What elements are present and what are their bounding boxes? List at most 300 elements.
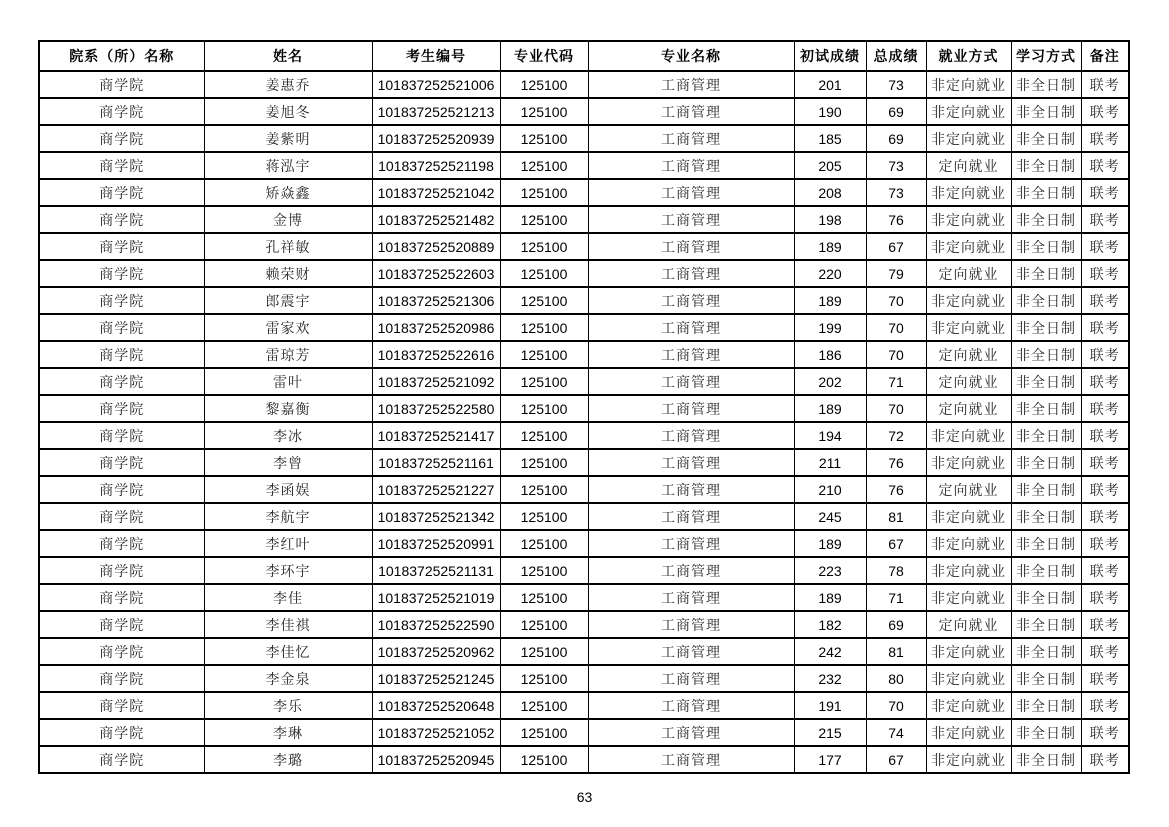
cell-major-code: 125100 [500, 71, 588, 98]
cell-remarks: 联考 [1081, 665, 1129, 692]
cell-total-score: 69 [866, 98, 926, 125]
cell-candidate-number: 101837252521006 [372, 71, 500, 98]
cell-remarks: 联考 [1081, 341, 1129, 368]
column-header-department-name: 院系（所）名称 [39, 41, 204, 71]
cell-major-code: 125100 [500, 98, 588, 125]
cell-employment-type: 定向就业 [926, 260, 1011, 287]
cell-remarks: 联考 [1081, 206, 1129, 233]
cell-employment-type: 非定向就业 [926, 314, 1011, 341]
cell-student-name: 孔祥敏 [204, 233, 372, 260]
cell-major-name: 工商管理 [588, 98, 794, 125]
cell-remarks: 联考 [1081, 692, 1129, 719]
cell-major-name: 工商管理 [588, 422, 794, 449]
cell-student-name: 矫焱鑫 [204, 179, 372, 206]
cell-total-score: 72 [866, 422, 926, 449]
cell-study-mode: 非全日制 [1011, 314, 1081, 341]
table-row [39, 530, 1129, 557]
cell-candidate-number: 101837252522603 [372, 260, 500, 287]
cell-student-name: 李乐 [204, 692, 372, 719]
cell-major-code: 125100 [500, 584, 588, 611]
table-row [39, 746, 1129, 773]
cell-major-name: 工商管理 [588, 638, 794, 665]
cell-employment-type: 非定向就业 [926, 287, 1011, 314]
cell-remarks: 联考 [1081, 125, 1129, 152]
table-row [39, 341, 1129, 368]
cell-major-name: 工商管理 [588, 341, 794, 368]
cell-remarks: 联考 [1081, 422, 1129, 449]
cell-student-name: 姜惠乔 [204, 71, 372, 98]
cell-total-score: 73 [866, 152, 926, 179]
table-row [39, 611, 1129, 638]
cell-study-mode: 非全日制 [1011, 584, 1081, 611]
cell-student-name: 李红叶 [204, 530, 372, 557]
cell-department-name: 商学院 [39, 449, 204, 476]
column-header-major-code: 专业代码 [500, 41, 588, 71]
cell-major-name: 工商管理 [588, 584, 794, 611]
cell-student-name: 蒋泓宇 [204, 152, 372, 179]
cell-candidate-number: 101837252521131 [372, 557, 500, 584]
cell-major-name: 工商管理 [588, 611, 794, 638]
cell-major-name: 工商管理 [588, 125, 794, 152]
cell-candidate-number: 101837252521019 [372, 584, 500, 611]
cell-major-code: 125100 [500, 449, 588, 476]
cell-total-score: 81 [866, 638, 926, 665]
cell-candidate-number: 101837252520648 [372, 692, 500, 719]
cell-total-score: 69 [866, 125, 926, 152]
table-row [39, 233, 1129, 260]
cell-major-code: 125100 [500, 341, 588, 368]
cell-major-code: 125100 [500, 422, 588, 449]
cell-initial-exam-score: 201 [794, 71, 866, 98]
page-number: 63 [576, 789, 593, 805]
cell-department-name: 商学院 [39, 287, 204, 314]
cell-initial-exam-score: 185 [794, 125, 866, 152]
cell-department-name: 商学院 [39, 476, 204, 503]
cell-student-name: 李佳忆 [204, 638, 372, 665]
cell-initial-exam-score: 189 [794, 233, 866, 260]
cell-student-name: 姜旭冬 [204, 98, 372, 125]
table-row [39, 314, 1129, 341]
cell-employment-type: 非定向就业 [926, 530, 1011, 557]
cell-candidate-number: 101837252521213 [372, 98, 500, 125]
cell-student-name: 黎嘉衡 [204, 395, 372, 422]
cell-department-name: 商学院 [39, 395, 204, 422]
cell-major-code: 125100 [500, 233, 588, 260]
cell-total-score: 76 [866, 206, 926, 233]
table-row [39, 98, 1129, 125]
cell-major-name: 工商管理 [588, 665, 794, 692]
cell-candidate-number: 101837252521052 [372, 719, 500, 746]
cell-department-name: 商学院 [39, 638, 204, 665]
cell-department-name: 商学院 [39, 530, 204, 557]
cell-remarks: 联考 [1081, 530, 1129, 557]
cell-candidate-number: 101837252520939 [372, 125, 500, 152]
admission-results-table [38, 40, 1130, 774]
cell-major-code: 125100 [500, 476, 588, 503]
cell-student-name: 李佳 [204, 584, 372, 611]
cell-study-mode: 非全日制 [1011, 125, 1081, 152]
cell-department-name: 商学院 [39, 557, 204, 584]
cell-department-name: 商学院 [39, 206, 204, 233]
table-row [39, 125, 1129, 152]
cell-department-name: 商学院 [39, 233, 204, 260]
cell-student-name: 李冰 [204, 422, 372, 449]
table-row [39, 449, 1129, 476]
cell-major-name: 工商管理 [588, 719, 794, 746]
cell-study-mode: 非全日制 [1011, 692, 1081, 719]
cell-candidate-number: 101837252521161 [372, 449, 500, 476]
cell-major-code: 125100 [500, 746, 588, 773]
cell-study-mode: 非全日制 [1011, 476, 1081, 503]
cell-study-mode: 非全日制 [1011, 395, 1081, 422]
column-header-candidate-number: 考生编号 [372, 41, 500, 71]
table-row [39, 692, 1129, 719]
cell-remarks: 联考 [1081, 746, 1129, 773]
cell-department-name: 商学院 [39, 746, 204, 773]
cell-study-mode: 非全日制 [1011, 260, 1081, 287]
table-row [39, 422, 1129, 449]
cell-initial-exam-score: 215 [794, 719, 866, 746]
cell-employment-type: 定向就业 [926, 395, 1011, 422]
cell-major-name: 工商管理 [588, 206, 794, 233]
cell-student-name: 李金泉 [204, 665, 372, 692]
cell-student-name: 金博 [204, 206, 372, 233]
cell-total-score: 73 [866, 71, 926, 98]
cell-candidate-number: 101837252522590 [372, 611, 500, 638]
cell-initial-exam-score: 189 [794, 287, 866, 314]
cell-major-name: 工商管理 [588, 152, 794, 179]
cell-major-code: 125100 [500, 287, 588, 314]
cell-employment-type: 非定向就业 [926, 449, 1011, 476]
cell-remarks: 联考 [1081, 557, 1129, 584]
cell-major-code: 125100 [500, 503, 588, 530]
cell-initial-exam-score: 232 [794, 665, 866, 692]
cell-major-code: 125100 [500, 260, 588, 287]
cell-total-score: 70 [866, 314, 926, 341]
cell-initial-exam-score: 189 [794, 395, 866, 422]
column-header-study-mode: 学习方式 [1011, 41, 1081, 71]
cell-department-name: 商学院 [39, 584, 204, 611]
cell-major-code: 125100 [500, 395, 588, 422]
cell-study-mode: 非全日制 [1011, 422, 1081, 449]
table-row [39, 260, 1129, 287]
cell-remarks: 联考 [1081, 476, 1129, 503]
cell-initial-exam-score: 210 [794, 476, 866, 503]
cell-study-mode: 非全日制 [1011, 206, 1081, 233]
cell-employment-type: 定向就业 [926, 476, 1011, 503]
cell-remarks: 联考 [1081, 287, 1129, 314]
cell-department-name: 商学院 [39, 125, 204, 152]
cell-candidate-number: 101837252522580 [372, 395, 500, 422]
cell-initial-exam-score: 194 [794, 422, 866, 449]
cell-major-name: 工商管理 [588, 476, 794, 503]
cell-initial-exam-score: 223 [794, 557, 866, 584]
column-header-employment-type: 就业方式 [926, 41, 1011, 71]
cell-study-mode: 非全日制 [1011, 611, 1081, 638]
cell-candidate-number: 101837252521042 [372, 179, 500, 206]
cell-employment-type: 非定向就业 [926, 584, 1011, 611]
cell-remarks: 联考 [1081, 98, 1129, 125]
cell-candidate-number: 101837252520991 [372, 530, 500, 557]
cell-total-score: 67 [866, 530, 926, 557]
cell-major-name: 工商管理 [588, 746, 794, 773]
cell-initial-exam-score: 190 [794, 98, 866, 125]
cell-remarks: 联考 [1081, 503, 1129, 530]
cell-initial-exam-score: 245 [794, 503, 866, 530]
cell-initial-exam-score: 199 [794, 314, 866, 341]
cell-major-code: 125100 [500, 125, 588, 152]
cell-initial-exam-score: 177 [794, 746, 866, 773]
cell-department-name: 商学院 [39, 98, 204, 125]
cell-department-name: 商学院 [39, 719, 204, 746]
cell-major-name: 工商管理 [588, 71, 794, 98]
cell-initial-exam-score: 189 [794, 584, 866, 611]
cell-major-name: 工商管理 [588, 557, 794, 584]
cell-total-score: 70 [866, 287, 926, 314]
table-row [39, 557, 1129, 584]
cell-total-score: 70 [866, 692, 926, 719]
column-header-remarks: 备注 [1081, 41, 1129, 71]
table-row [39, 368, 1129, 395]
cell-major-name: 工商管理 [588, 287, 794, 314]
cell-initial-exam-score: 202 [794, 368, 866, 395]
table-row [39, 503, 1129, 530]
cell-department-name: 商学院 [39, 314, 204, 341]
table-row [39, 179, 1129, 206]
table-row [39, 206, 1129, 233]
cell-total-score: 71 [866, 368, 926, 395]
cell-major-name: 工商管理 [588, 692, 794, 719]
cell-employment-type: 非定向就业 [926, 692, 1011, 719]
table-row [39, 476, 1129, 503]
column-header-student-name: 姓名 [204, 41, 372, 71]
cell-remarks: 联考 [1081, 314, 1129, 341]
cell-initial-exam-score: 208 [794, 179, 866, 206]
cell-total-score: 67 [866, 233, 926, 260]
cell-major-code: 125100 [500, 530, 588, 557]
cell-student-name: 姜紫明 [204, 125, 372, 152]
cell-student-name: 雷琼芳 [204, 341, 372, 368]
cell-candidate-number: 101837252521482 [372, 206, 500, 233]
cell-total-score: 78 [866, 557, 926, 584]
cell-study-mode: 非全日制 [1011, 638, 1081, 665]
cell-department-name: 商学院 [39, 665, 204, 692]
cell-department-name: 商学院 [39, 368, 204, 395]
cell-study-mode: 非全日制 [1011, 503, 1081, 530]
cell-major-name: 工商管理 [588, 449, 794, 476]
cell-major-code: 125100 [500, 665, 588, 692]
cell-study-mode: 非全日制 [1011, 71, 1081, 98]
column-header-major-name: 专业名称 [588, 41, 794, 71]
cell-candidate-number: 101837252520945 [372, 746, 500, 773]
cell-employment-type: 定向就业 [926, 611, 1011, 638]
table-row [39, 71, 1129, 98]
table-row [39, 665, 1129, 692]
cell-total-score: 70 [866, 395, 926, 422]
cell-remarks: 联考 [1081, 395, 1129, 422]
cell-initial-exam-score: 211 [794, 449, 866, 476]
cell-student-name: 李函娱 [204, 476, 372, 503]
cell-initial-exam-score: 220 [794, 260, 866, 287]
cell-major-name: 工商管理 [588, 503, 794, 530]
table-row [39, 395, 1129, 422]
cell-candidate-number: 101837252521342 [372, 503, 500, 530]
cell-department-name: 商学院 [39, 152, 204, 179]
cell-candidate-number: 101837252520889 [372, 233, 500, 260]
cell-department-name: 商学院 [39, 422, 204, 449]
cell-candidate-number: 101837252522616 [372, 341, 500, 368]
cell-student-name: 郎震宇 [204, 287, 372, 314]
table-row [39, 584, 1129, 611]
cell-study-mode: 非全日制 [1011, 98, 1081, 125]
cell-department-name: 商学院 [39, 260, 204, 287]
cell-department-name: 商学院 [39, 71, 204, 98]
cell-total-score: 80 [866, 665, 926, 692]
cell-major-name: 工商管理 [588, 260, 794, 287]
cell-remarks: 联考 [1081, 611, 1129, 638]
cell-employment-type: 非定向就业 [926, 125, 1011, 152]
cell-total-score: 67 [866, 746, 926, 773]
cell-total-score: 79 [866, 260, 926, 287]
cell-major-name: 工商管理 [588, 233, 794, 260]
table-body [39, 71, 1129, 773]
cell-employment-type: 非定向就业 [926, 179, 1011, 206]
cell-major-code: 125100 [500, 719, 588, 746]
cell-employment-type: 非定向就业 [926, 665, 1011, 692]
cell-major-name: 工商管理 [588, 395, 794, 422]
cell-total-score: 71 [866, 584, 926, 611]
cell-initial-exam-score: 189 [794, 530, 866, 557]
cell-major-code: 125100 [500, 314, 588, 341]
cell-initial-exam-score: 205 [794, 152, 866, 179]
cell-employment-type: 非定向就业 [926, 719, 1011, 746]
cell-candidate-number: 101837252520962 [372, 638, 500, 665]
table-row [39, 638, 1129, 665]
cell-student-name: 赖荣财 [204, 260, 372, 287]
cell-initial-exam-score: 198 [794, 206, 866, 233]
cell-department-name: 商学院 [39, 341, 204, 368]
cell-remarks: 联考 [1081, 584, 1129, 611]
cell-employment-type: 非定向就业 [926, 746, 1011, 773]
cell-major-code: 125100 [500, 206, 588, 233]
cell-remarks: 联考 [1081, 368, 1129, 395]
cell-major-code: 125100 [500, 179, 588, 206]
cell-employment-type: 非定向就业 [926, 557, 1011, 584]
cell-study-mode: 非全日制 [1011, 287, 1081, 314]
cell-candidate-number: 101837252521227 [372, 476, 500, 503]
cell-study-mode: 非全日制 [1011, 746, 1081, 773]
cell-study-mode: 非全日制 [1011, 179, 1081, 206]
cell-total-score: 81 [866, 503, 926, 530]
cell-total-score: 76 [866, 449, 926, 476]
cell-employment-type: 定向就业 [926, 152, 1011, 179]
cell-employment-type: 非定向就业 [926, 233, 1011, 260]
table-row [39, 719, 1129, 746]
cell-remarks: 联考 [1081, 260, 1129, 287]
cell-initial-exam-score: 186 [794, 341, 866, 368]
cell-student-name: 李环宇 [204, 557, 372, 584]
cell-total-score: 73 [866, 179, 926, 206]
cell-major-code: 125100 [500, 557, 588, 584]
cell-student-name: 李佳祺 [204, 611, 372, 638]
cell-study-mode: 非全日制 [1011, 449, 1081, 476]
cell-employment-type: 定向就业 [926, 368, 1011, 395]
cell-department-name: 商学院 [39, 179, 204, 206]
cell-student-name: 李琳 [204, 719, 372, 746]
cell-total-score: 76 [866, 476, 926, 503]
cell-candidate-number: 101837252521306 [372, 287, 500, 314]
cell-department-name: 商学院 [39, 503, 204, 530]
cell-initial-exam-score: 242 [794, 638, 866, 665]
cell-employment-type: 非定向就业 [926, 71, 1011, 98]
cell-study-mode: 非全日制 [1011, 557, 1081, 584]
cell-student-name: 雷叶 [204, 368, 372, 395]
cell-study-mode: 非全日制 [1011, 719, 1081, 746]
cell-initial-exam-score: 191 [794, 692, 866, 719]
cell-candidate-number: 101837252521417 [372, 422, 500, 449]
cell-major-code: 125100 [500, 611, 588, 638]
cell-remarks: 联考 [1081, 719, 1129, 746]
cell-total-score: 69 [866, 611, 926, 638]
cell-employment-type: 非定向就业 [926, 98, 1011, 125]
cell-major-name: 工商管理 [588, 314, 794, 341]
cell-study-mode: 非全日制 [1011, 233, 1081, 260]
cell-study-mode: 非全日制 [1011, 368, 1081, 395]
cell-study-mode: 非全日制 [1011, 341, 1081, 368]
table-row [39, 152, 1129, 179]
cell-major-name: 工商管理 [588, 530, 794, 557]
column-header-initial-exam-score: 初试成绩 [794, 41, 866, 71]
cell-remarks: 联考 [1081, 638, 1129, 665]
cell-student-name: 李曾 [204, 449, 372, 476]
cell-student-name: 李航宇 [204, 503, 372, 530]
cell-student-name: 李璐 [204, 746, 372, 773]
cell-major-code: 125100 [500, 368, 588, 395]
cell-employment-type: 非定向就业 [926, 503, 1011, 530]
cell-student-name: 雷家欢 [204, 314, 372, 341]
cell-employment-type: 非定向就业 [926, 206, 1011, 233]
cell-employment-type: 非定向就业 [926, 422, 1011, 449]
table-row [39, 287, 1129, 314]
cell-study-mode: 非全日制 [1011, 152, 1081, 179]
cell-initial-exam-score: 182 [794, 611, 866, 638]
cell-candidate-number: 101837252520986 [372, 314, 500, 341]
cell-remarks: 联考 [1081, 71, 1129, 98]
column-header-total-score: 总成绩 [866, 41, 926, 71]
cell-remarks: 联考 [1081, 179, 1129, 206]
cell-candidate-number: 101837252521245 [372, 665, 500, 692]
cell-study-mode: 非全日制 [1011, 665, 1081, 692]
cell-major-code: 125100 [500, 152, 588, 179]
cell-remarks: 联考 [1081, 233, 1129, 260]
cell-department-name: 商学院 [39, 611, 204, 638]
cell-total-score: 70 [866, 341, 926, 368]
cell-major-name: 工商管理 [588, 179, 794, 206]
cell-major-code: 125100 [500, 692, 588, 719]
cell-employment-type: 定向就业 [926, 341, 1011, 368]
cell-major-name: 工商管理 [588, 368, 794, 395]
cell-major-code: 125100 [500, 638, 588, 665]
table-header-row [39, 41, 1129, 71]
cell-total-score: 74 [866, 719, 926, 746]
cell-candidate-number: 101837252521092 [372, 368, 500, 395]
cell-remarks: 联考 [1081, 449, 1129, 476]
cell-candidate-number: 101837252521198 [372, 152, 500, 179]
cell-study-mode: 非全日制 [1011, 530, 1081, 557]
cell-department-name: 商学院 [39, 692, 204, 719]
cell-remarks: 联考 [1081, 152, 1129, 179]
cell-employment-type: 非定向就业 [926, 638, 1011, 665]
